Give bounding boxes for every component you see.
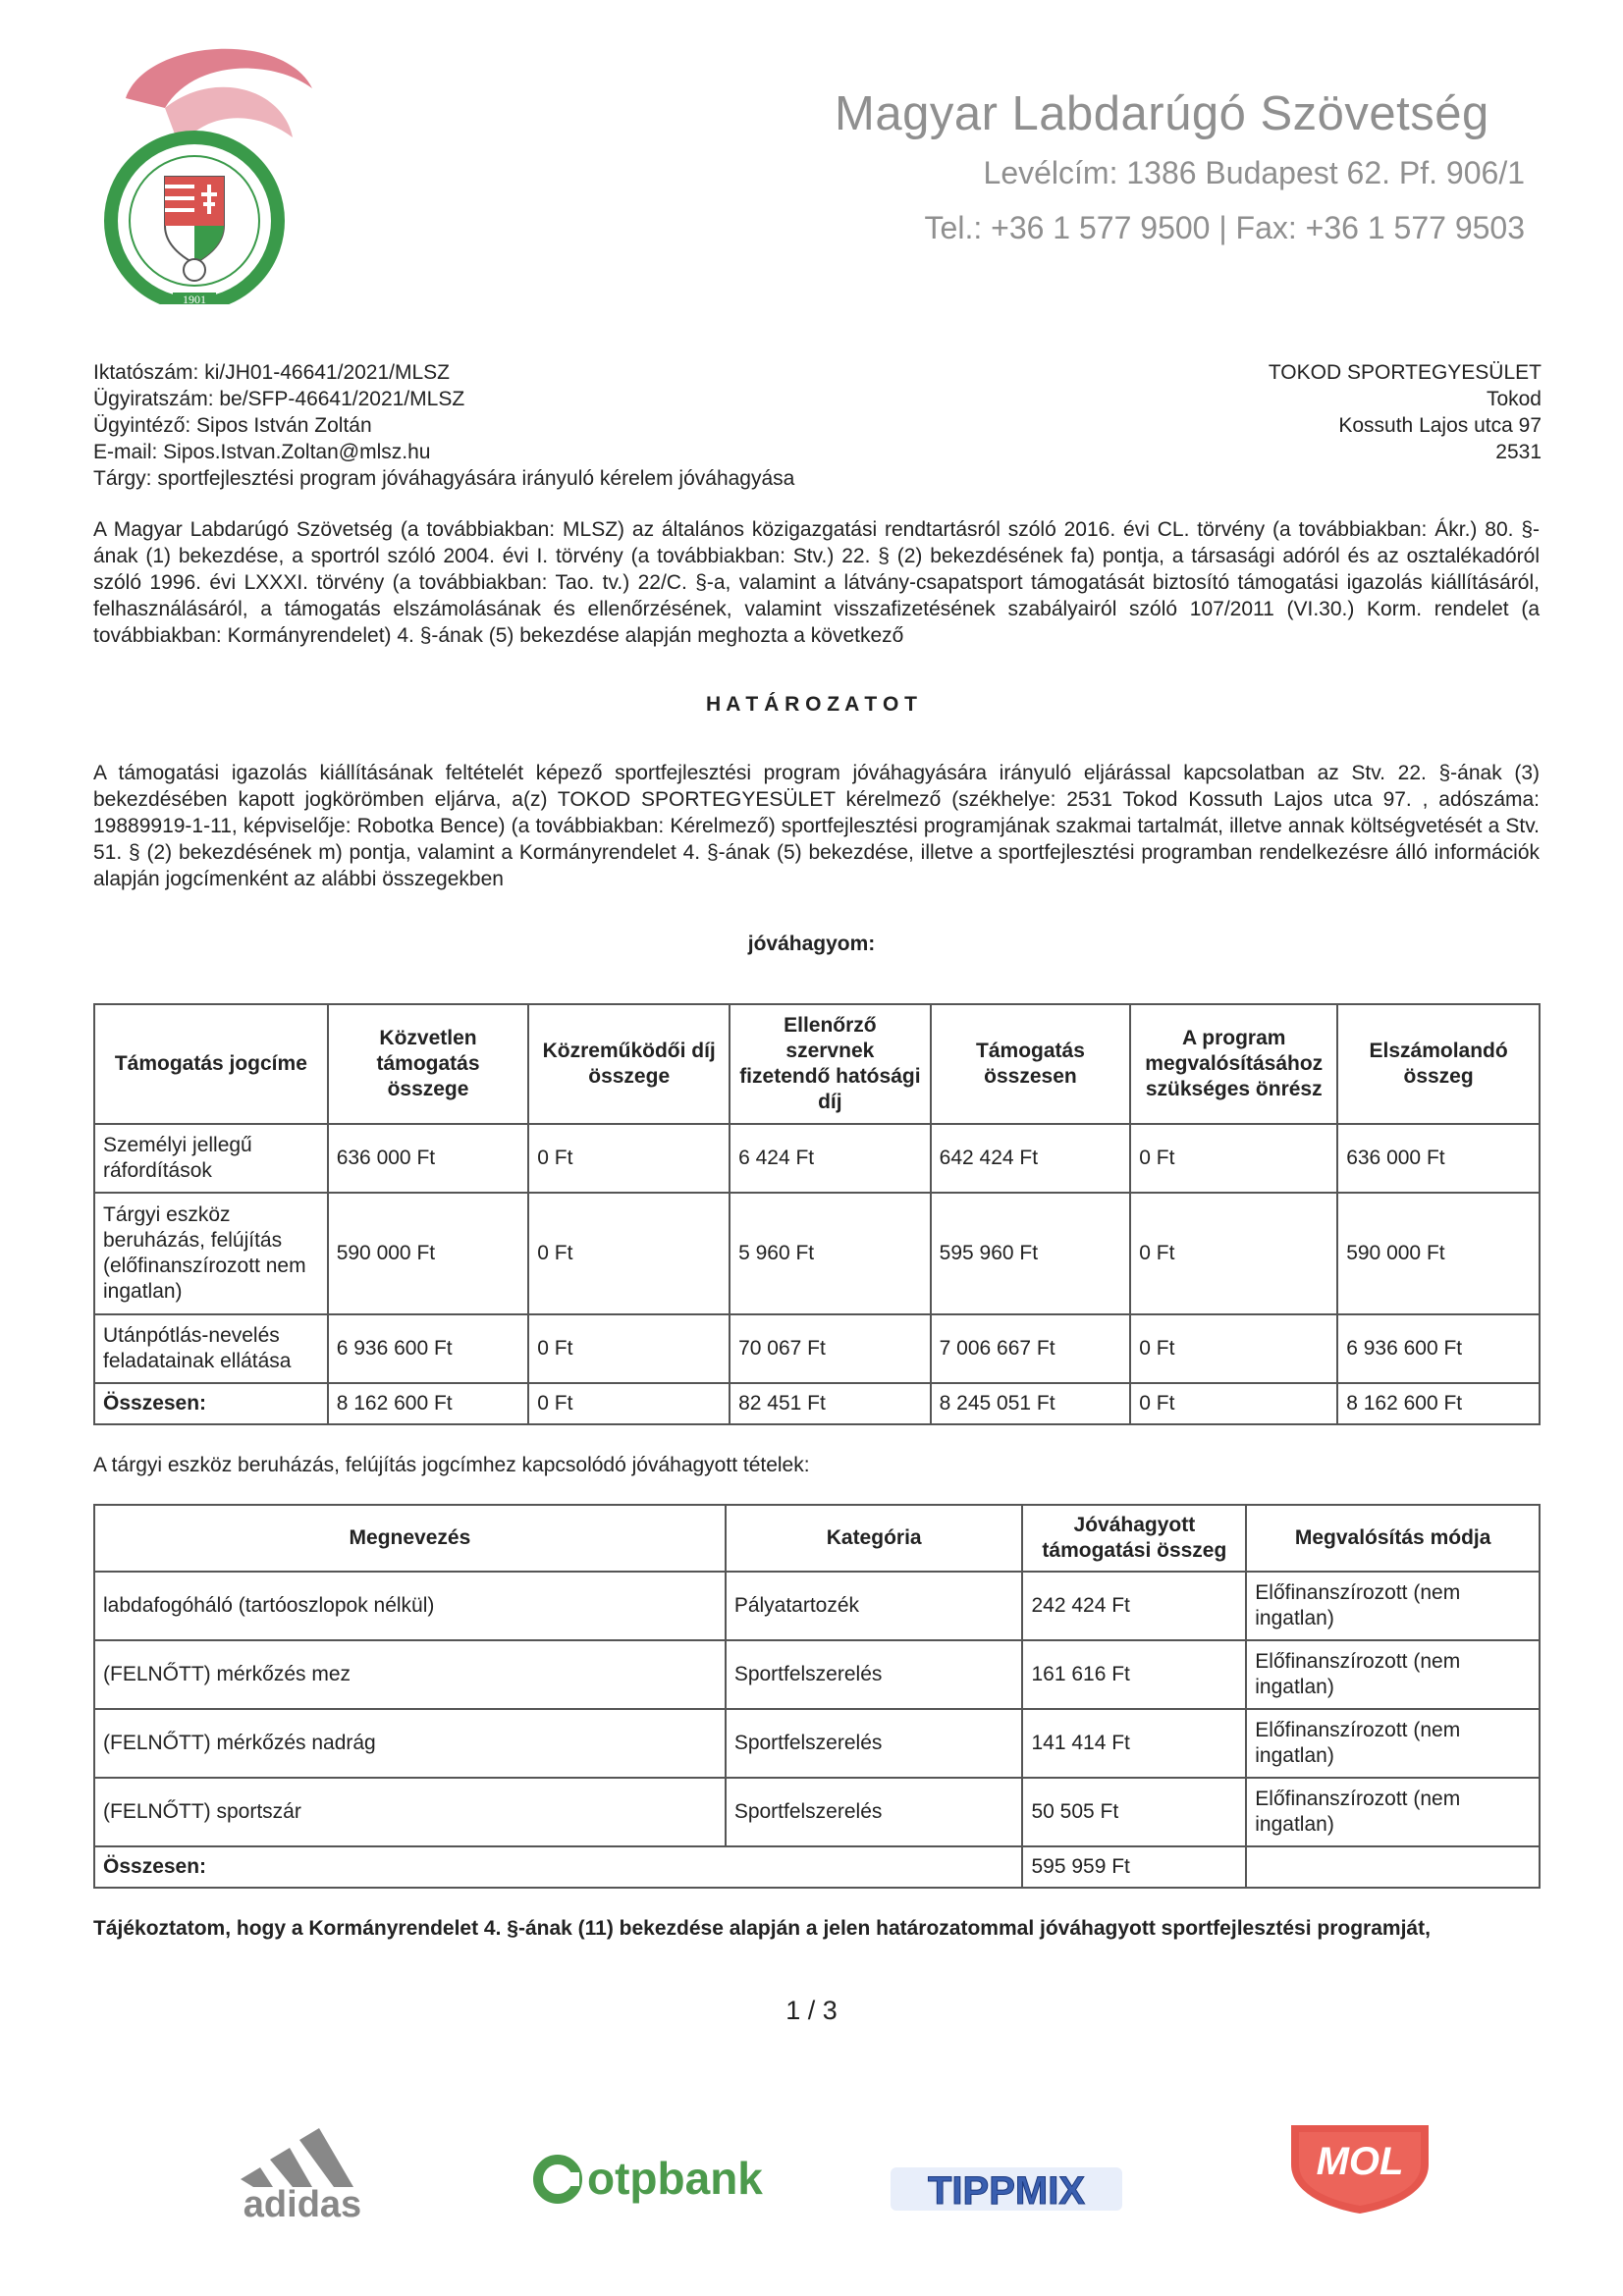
table-cell: 0 Ft: [528, 1314, 730, 1383]
table-cell: (FELNŐTT) mérkőzés nadrág: [94, 1709, 726, 1778]
case-number: Ügyiratszám: be/SFP-46641/2021/MLSZ: [93, 388, 465, 410]
otp-wordmark: otpbank: [587, 2153, 763, 2204]
table-cell: 141 414 Ft: [1022, 1709, 1246, 1778]
org-address: Levélcím: 1386 Budapest 62. Pf. 906/1: [983, 155, 1525, 190]
table-cell: Sportfelszerelés: [726, 1709, 1023, 1778]
table-cell: 6 936 600 Ft: [1337, 1314, 1540, 1383]
table-header: Elszámolandó összeg: [1337, 1004, 1540, 1124]
table-row: [94, 1124, 1540, 1193]
tippmix-wordmark: TIPPMIX: [927, 2169, 1086, 2213]
table-header: Kategória: [726, 1505, 1023, 1572]
table-cell: (FELNŐTT) mérkőzés mez: [94, 1640, 726, 1709]
mol-wordmark: MOL: [1316, 2140, 1404, 2183]
table-cell: 636 000 Ft: [1337, 1124, 1540, 1193]
table-cell: Tárgyi eszköz beruházás, felújítás (előfinanszírozott nem ingatlan): [94, 1193, 328, 1314]
table-cell: 636 000 Ft: [328, 1124, 529, 1193]
table-cell: Sportfelszerelés: [726, 1778, 1023, 1846]
officer-email: E-mail: Sipos.Istvan.Zoltan@mlsz.hu: [93, 441, 431, 463]
table-cell: 0 Ft: [1130, 1383, 1337, 1424]
intro-paragraph: A Magyar Labdarúgó Szövetség (a továbbiakban: MLSZ) az általános közigazgatási rendtartásról szóló 2016. évi CL. törvény (a továbbiakban: Ákr.) 80. §-ának (1) bekezdése, a sportról szóló 2004. évi I. törvény (a továbbiakban: Stv.) 22. § (2) bekezdésének fa) pontja, a társasági adóról és az osztalékadóról szóló 1996. évi LXXXI. törvény (a továbbiakban: Tao. tv.) 22/C. §-a, valamint a látvány-csapatsport támogatását biztosító támogatási igazolás kiállításáról, felhasználásáról, a támogatás elszámolásának és ellenőrzésének, valamint visszafizetésének szabályairól szóló 107/2011 (VI.30.) Korm. rendelet (a továbbiakban: Kormányrendelet) 4. §-ának (5) bekezdése alapján meghozta a következő: [93, 518, 1540, 647]
table-row: [94, 1640, 1540, 1709]
table-header: Megvalósítás módja: [1246, 1505, 1540, 1572]
org-phone-fax: Tel.: +36 1 577 9500 | Fax: +36 1 577 9503: [924, 210, 1525, 245]
recipient-name: TOKOD SPORTEGYESÜLET: [1268, 361, 1542, 384]
table-cell: 6 424 Ft: [730, 1124, 931, 1193]
table-cell: 590 000 Ft: [1337, 1193, 1540, 1314]
support-summary-table: [93, 1003, 1541, 1425]
table-header: Ellenőrző szervnek fizetendő hatósági díj: [730, 1004, 931, 1124]
tippmix-logo: [889, 2160, 1124, 2218]
table-cell: Összesen:: [94, 1846, 1022, 1888]
otpbank-logo: [530, 2145, 805, 2214]
table2-intro: A tárgyi eszköz beruházás, felújítás jogcímhez kapcsolódó jóváhagyott tételek:: [93, 1454, 810, 1476]
adidas-logo: [226, 2110, 383, 2218]
table-row: [94, 1778, 1540, 1846]
table-cell: 590 000 Ft: [328, 1193, 529, 1314]
table-header: Megnevezés: [94, 1505, 726, 1572]
table-cell: 8 162 600 Ft: [328, 1383, 529, 1424]
table-header: Közvetlen támogatás összege: [328, 1004, 529, 1124]
recipient-zip: 2531: [1495, 441, 1542, 463]
approved-items-table: [93, 1504, 1541, 1889]
table-row: [94, 1572, 1540, 1640]
table-cell: [1246, 1846, 1540, 1888]
table-row: [94, 1709, 1540, 1778]
table-header: Közreműködői díj összege: [528, 1004, 730, 1124]
table-row: [94, 1193, 1540, 1314]
table-cell: labdafogóháló (tartóoszlopok nélkül): [94, 1572, 726, 1640]
table-cell: Összesen:: [94, 1383, 328, 1424]
table-cell: 70 067 Ft: [730, 1314, 931, 1383]
decision-paragraph: A támogatási igazolás kiállításának feltételét képező sportfejlesztési program jóváhagyására irányuló eljárással kapcsolatban az Stv. 22. §-ának (3) bekezdésében kapott jogkörömben eljárva, a(z) TOKOD SPORTEGYESÜLET kérelmező (székhelye: 2531 Tokod Kossuth Lajos utca 97. , adószáma: 19889919-1-11, képviselője: Robotka Bence) (a továbbiakban: Kérelmező) sportfejlesztési programjának szakmai tartalmát, illetve annak költségvetését a Stv. 51. § (2) bekezdésének m) pontja, valamint a Kormányrendelet 4. §-ának (5) bekezdése, illetve a sportfejlesztési programban rendelkezésre álló információk alapján jogcímenként az alábbi összegekben: [93, 762, 1540, 890]
registry-number: Iktatószám: ki/JH01-46641/2021/MLSZ: [93, 361, 451, 384]
table-total-row: [94, 1846, 1540, 1888]
table-cell: Előfinanszírozott (nem ingatlan): [1246, 1709, 1540, 1778]
info-line: Tájékoztatom, hogy a Kormányrendelet 4. §-ának (11) bekezdése alapján a jelen határozatommal jóváhagyott sportfejlesztési programját,: [93, 1917, 1431, 1940]
table-cell: 8 245 051 Ft: [931, 1383, 1131, 1424]
approve-label: jóváhagyom:: [747, 933, 876, 955]
table-row: [94, 1314, 1540, 1383]
mol-logo: [1281, 2110, 1438, 2218]
case-officer: Ügyintéző: Sipos István Zoltán: [93, 414, 372, 437]
decision-title: H A T Á R O Z A T O T: [705, 693, 918, 716]
table-total-row: [94, 1383, 1540, 1424]
table-cell: 595 959 Ft: [1022, 1846, 1246, 1888]
table-cell: Előfinanszírozott (nem ingatlan): [1246, 1640, 1540, 1709]
table-cell: Személyi jellegű ráfordítások: [94, 1124, 328, 1193]
table-cell: 7 006 667 Ft: [931, 1314, 1131, 1383]
table-cell: 82 451 Ft: [730, 1383, 931, 1424]
logo-year: 1901: [183, 293, 206, 304]
table-header: Jóváhagyott támogatási összeg: [1022, 1505, 1246, 1572]
table-cell: Előfinanszírozott (nem ingatlan): [1246, 1572, 1540, 1640]
mlsz-logo: [86, 29, 322, 304]
table-cell: 0 Ft: [1130, 1314, 1337, 1383]
table-cell: 0 Ft: [528, 1193, 730, 1314]
org-name: Magyar Labdarúgó Szövetség: [835, 87, 1489, 140]
table-cell: 595 960 Ft: [931, 1193, 1131, 1314]
page-number: 1 / 3: [785, 1996, 838, 2025]
recipient-address: [1269, 359, 1542, 465]
table-cell: Sportfelszerelés: [726, 1640, 1023, 1709]
table-cell: Pályatartozék: [726, 1572, 1023, 1640]
table-cell: Előfinanszírozott (nem ingatlan): [1246, 1778, 1540, 1846]
table-header: A program megvalósításához szükséges önrész: [1130, 1004, 1337, 1124]
table-cell: 0 Ft: [528, 1124, 730, 1193]
table-header: Támogatás összesen: [931, 1004, 1131, 1124]
table-cell: 642 424 Ft: [931, 1124, 1131, 1193]
table-cell: 0 Ft: [528, 1383, 730, 1424]
recipient-city: Tokod: [1486, 388, 1542, 410]
table-cell: 6 936 600 Ft: [328, 1314, 529, 1383]
table-cell: 0 Ft: [1130, 1193, 1337, 1314]
document-meta: [93, 359, 794, 492]
table-cell: 242 424 Ft: [1022, 1572, 1246, 1640]
recipient-street: Kossuth Lajos utca 97: [1338, 414, 1542, 437]
table-cell: 161 616 Ft: [1022, 1640, 1246, 1709]
table-cell: 0 Ft: [1130, 1124, 1337, 1193]
adidas-wordmark: adidas: [243, 2184, 362, 2218]
table-cell: Utánpótlás-nevelés feladatainak ellátása: [94, 1314, 328, 1383]
table-cell: 8 162 600 Ft: [1337, 1383, 1540, 1424]
subject: Tárgy: sportfejlesztési program jóváhagyására irányuló kérelem jóváhagyása: [93, 467, 795, 490]
table-cell: (FELNŐTT) sportszár: [94, 1778, 726, 1846]
table-cell: 50 505 Ft: [1022, 1778, 1246, 1846]
table-header: Támogatás jogcíme: [94, 1004, 328, 1124]
table-cell: 5 960 Ft: [730, 1193, 931, 1314]
